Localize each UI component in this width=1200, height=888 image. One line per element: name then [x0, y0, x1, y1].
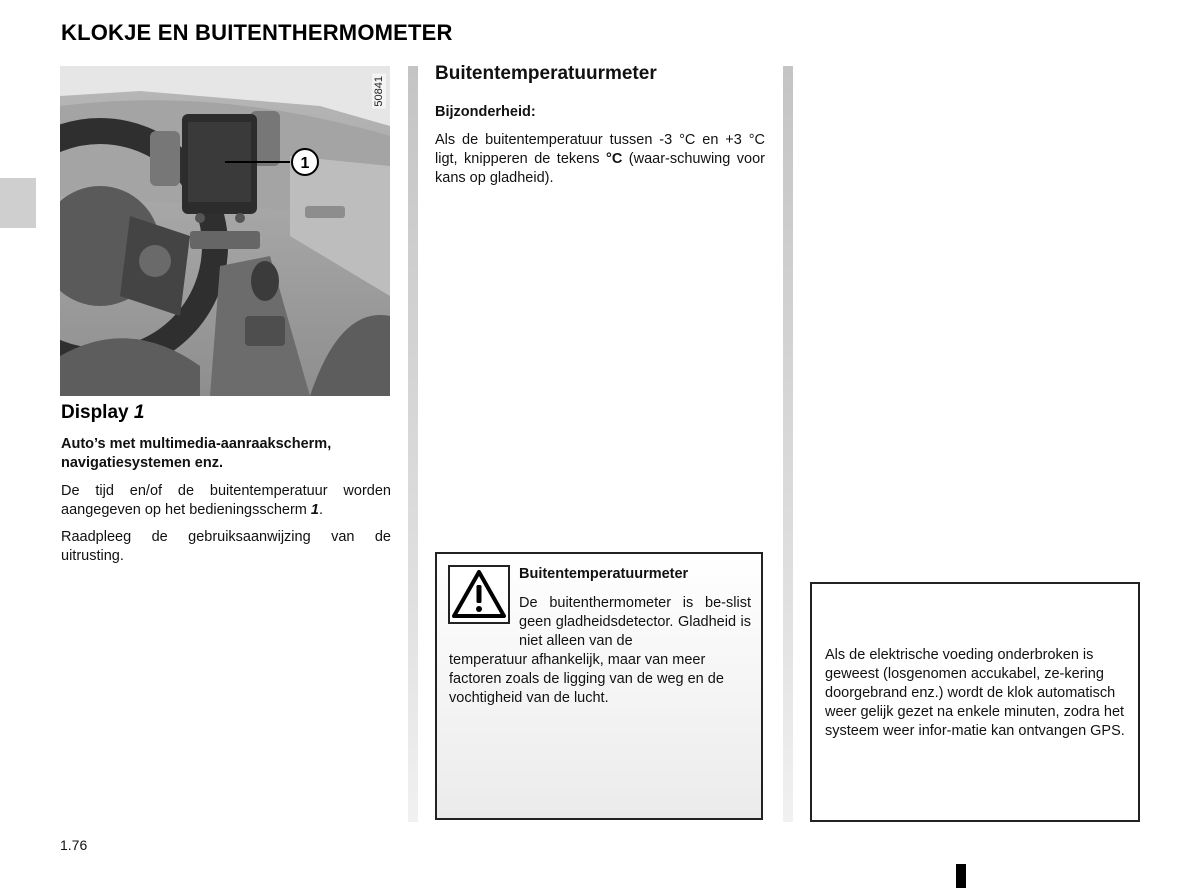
warning-text-part1: De buitenthermometer is be-slist geen gladheidsdetector. Gladheid is niet alleen van de — [519, 595, 751, 649]
paragraph1-text: De tijd en/of de buitentemperatuur worden aangegeven op het bedieningsscherm — [61, 483, 391, 518]
dashboard-photo — [60, 66, 390, 396]
info-box — [810, 582, 1140, 822]
page-number: 1.76 — [60, 837, 88, 853]
column1-paragraph2: Raadpleeg de gebruiksaanwijzing van de uitrusting. — [61, 529, 391, 564]
warning-text-part2: temperatuur afhankelijk, maar van meer factoren zoals de ligging van de weg en de vochtigheid van de lucht. — [449, 652, 724, 706]
text-before: Als de buitentemperatuur tussen -3 °C en +3 °C ligt, knipperen de tekens — [435, 132, 765, 167]
column-separator — [408, 66, 418, 822]
callout-label: 1 — [300, 155, 310, 172]
thermometer-text — [435, 131, 765, 188]
paragraph1-end: . — [318, 502, 324, 518]
warning-box — [435, 552, 763, 820]
warning-icon-frame — [448, 565, 510, 624]
image-code: 50841 — [373, 76, 385, 107]
paragraph1-ref: 1 — [310, 502, 319, 518]
warning-title: Buitentemperatuurmeter — [519, 566, 689, 582]
page-edge-marker — [956, 864, 966, 888]
page-title: KLOKJE EN BUITENTHERMOMETER — [61, 20, 453, 45]
thermometer-subheading: Bijzonderheid: — [435, 104, 536, 120]
heading-text: Display — [61, 402, 134, 423]
dashboard-illustration — [60, 66, 390, 396]
text-after: (waar-schuwing voor kans op gladheid). — [435, 151, 765, 186]
display-heading — [61, 402, 144, 424]
column-separator — [783, 66, 793, 822]
chapter-tab — [0, 178, 36, 228]
thermometer-heading: Buitentemperatuurmeter — [435, 63, 657, 84]
heading-ref: 1 — [133, 402, 145, 423]
info-text: Als de elektrische voeding onderbroken is geweest (losgenomen accukabel, ze-kering doorgebrand enz.) wordt de klok automatisch weer gelijk gezet na enkele minuten, zodra het systeem weer infor-matie kan ontvangen GPS. — [825, 647, 1125, 739]
column1-paragraph1 — [61, 482, 391, 520]
column1-subheading: Auto’s met multimedia-aanraakscherm, navigatiesystemen enz. — [61, 436, 332, 471]
text-bold: °C — [606, 151, 623, 167]
warning-triangle-icon — [450, 567, 508, 622]
